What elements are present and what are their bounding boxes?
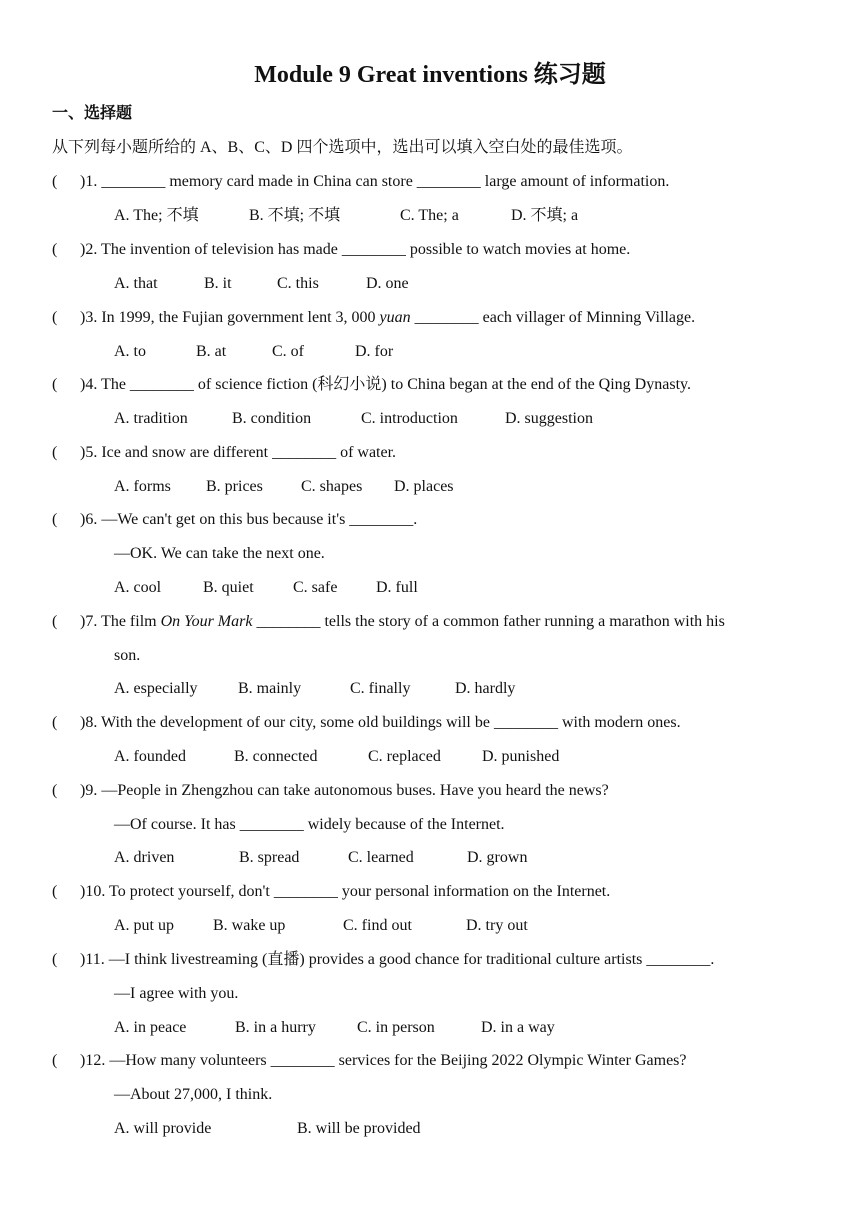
options-8 [114, 744, 559, 770]
answer-paren-open: ( [52, 511, 58, 528]
reply-6: —OK. We can take the next one. [114, 545, 325, 562]
option-b: B. at [196, 343, 227, 360]
question-2 [52, 237, 630, 263]
options-9 [114, 845, 527, 871]
question-text-italic: On Your Mark [160, 613, 253, 630]
question-text-end: ________ tells the story of a common father running a marathon with his [252, 613, 725, 630]
option-c: C. of [272, 343, 304, 360]
question-text-end: ________ each villager of Minning Village. [410, 309, 696, 326]
option-c: C. replaced [368, 748, 441, 765]
page-title: Module 9 Great inventions 练习题 [254, 62, 606, 88]
option-b: B. connected [234, 748, 318, 765]
option-b: B. quiet [203, 579, 254, 596]
answer-paren-close: ) [80, 309, 86, 326]
question-number: 1. [85, 173, 98, 190]
option-a: A. to [114, 343, 146, 360]
question-number: 5. [85, 444, 98, 461]
option-c: C. finally [350, 680, 411, 697]
question-3 [52, 305, 695, 331]
question-text: The ________ of science fiction (科幻小说) to China began at the end of the Qing Dynasty. [97, 376, 691, 393]
options-1 [114, 203, 578, 229]
option-d: D. try out [466, 917, 528, 934]
answer-paren-open: ( [52, 309, 58, 326]
option-b: B. will be provided [297, 1120, 421, 1137]
options-3 [114, 339, 393, 365]
option-b: B. in a hurry [235, 1019, 316, 1036]
question-number: 6. [85, 511, 98, 528]
answer-paren-open: ( [52, 1052, 58, 1069]
option-a: A. driven [114, 849, 175, 866]
answer-paren-close: ) [80, 613, 86, 630]
answer-paren-close: ) [80, 951, 86, 968]
option-a: A. cool [114, 579, 162, 596]
options-10 [114, 913, 528, 939]
answer-paren-open: ( [52, 714, 58, 731]
question-10 [52, 879, 610, 905]
option-a: A. that [114, 275, 158, 292]
question-text: The film [97, 613, 161, 630]
answer-paren-open: ( [52, 376, 58, 393]
option-a: A. forms [114, 478, 171, 495]
question-number: 10. [85, 883, 106, 900]
option-b: B. 不填; 不填 [249, 207, 341, 224]
options-4 [114, 406, 593, 432]
option-c: C. learned [348, 849, 414, 866]
option-b: B. mainly [238, 680, 302, 697]
option-d: D. in a way [481, 1019, 555, 1036]
answer-paren-open: ( [52, 173, 58, 190]
question-number: 4. [85, 376, 98, 393]
question-number: 12. [85, 1052, 106, 1069]
question-9 [52, 778, 609, 804]
question-text-italic: yuan [379, 309, 411, 326]
option-b: B. condition [232, 410, 312, 427]
options-6 [114, 575, 418, 601]
question-4 [52, 372, 691, 398]
option-d: D. grown [467, 849, 528, 866]
answer-paren-close: ) [80, 883, 86, 900]
question-text: —People in Zhengzhou can take autonomous buses. Have you heard the news? [97, 782, 609, 799]
option-d: D. full [376, 579, 418, 596]
option-d: D. suggestion [505, 410, 593, 427]
option-d: D. one [366, 275, 409, 292]
question-number: 7. [85, 613, 98, 630]
option-a: A. put up [114, 917, 174, 934]
options-12 [114, 1116, 421, 1142]
options-5 [114, 474, 454, 500]
option-c: C. this [277, 275, 319, 292]
question-text: —We can't get on this bus because it's ________. [97, 511, 418, 528]
option-c: C. safe [293, 579, 338, 596]
option-c: C. introduction [361, 410, 458, 427]
answer-paren-open: ( [52, 883, 58, 900]
question-6 [52, 507, 417, 533]
answer-paren-close: ) [80, 714, 86, 731]
option-d: D. 不填; a [511, 207, 579, 224]
option-a: A. The; 不填 [114, 207, 199, 224]
question-text: ________ memory card made in China can store ________ large amount of information. [97, 173, 670, 190]
answer-paren-open: ( [52, 782, 58, 799]
question-7 [52, 609, 725, 635]
question-text: The invention of television has made ________ possible to watch movies at home. [97, 241, 631, 258]
question-1 [52, 169, 669, 195]
option-d: D. places [394, 478, 454, 495]
answer-paren-open: ( [52, 241, 58, 258]
answer-paren-close: ) [80, 1052, 86, 1069]
answer-paren-close: ) [80, 511, 86, 528]
question-text: Ice and snow are different ________ of water. [97, 444, 397, 461]
option-a: A. tradition [114, 410, 188, 427]
question-number: 11. [85, 951, 105, 968]
option-b: B. prices [206, 478, 263, 495]
question-number: 8. [85, 714, 98, 731]
answer-paren-open: ( [52, 951, 58, 968]
section-heading: 一、选择题 [52, 105, 133, 122]
option-b: B. it [204, 275, 232, 292]
question-text: In 1999, the Fujian government lent 3, 000 [97, 309, 380, 326]
option-d: D. hardly [455, 680, 516, 697]
question-number: 2. [85, 241, 98, 258]
answer-paren-open: ( [52, 613, 58, 630]
answer-paren-close: ) [80, 241, 86, 258]
options-2 [114, 271, 409, 297]
option-a: A. founded [114, 748, 186, 765]
question-12 [52, 1048, 687, 1074]
reply-12: —About 27,000, I think. [114, 1086, 273, 1103]
options-11 [114, 1015, 555, 1041]
question-number: 3. [85, 309, 98, 326]
option-c: C. The; a [400, 207, 459, 224]
question-8 [52, 710, 681, 736]
question-7-continuation: son. [114, 647, 141, 664]
option-c: C. in person [357, 1019, 435, 1036]
option-c: C. find out [343, 917, 412, 934]
question-5 [52, 440, 396, 466]
question-text: With the development of our city, some old buildings will be ________ with modern ones. [97, 714, 681, 731]
answer-paren-close: ) [80, 173, 86, 190]
reply-9: —Of course. It has ________ widely because of the Internet. [114, 816, 505, 833]
option-b: B. spread [239, 849, 300, 866]
option-a: A. especially [114, 680, 198, 697]
question-number: 9. [85, 782, 98, 799]
answer-paren-open: ( [52, 444, 58, 461]
answer-paren-close: ) [80, 782, 86, 799]
reply-11: —I agree with you. [114, 985, 239, 1002]
question-text: To protect yourself, don't ________ your personal information on the Internet. [105, 883, 611, 900]
answer-paren-close: ) [80, 444, 86, 461]
option-d: D. punished [482, 748, 560, 765]
option-b: B. wake up [213, 917, 286, 934]
question-text: —How many volunteers ________ services for the Beijing 2022 Olympic Winter Games? [105, 1052, 687, 1069]
option-d: D. for [355, 343, 394, 360]
answer-paren-close: ) [80, 376, 86, 393]
instructions: 从下列每小题所给的 A、B、C、D 四个选项中，选出可以填入空白处的最佳选项。 [52, 139, 633, 156]
option-c: C. shapes [301, 478, 363, 495]
option-a: A. will provide [114, 1120, 212, 1137]
question-11 [52, 947, 714, 973]
question-text: —I think livestreaming (直播) provides a good chance for traditional culture artists ________. [104, 951, 715, 968]
option-a: A. in peace [114, 1019, 187, 1036]
options-7 [114, 676, 515, 702]
